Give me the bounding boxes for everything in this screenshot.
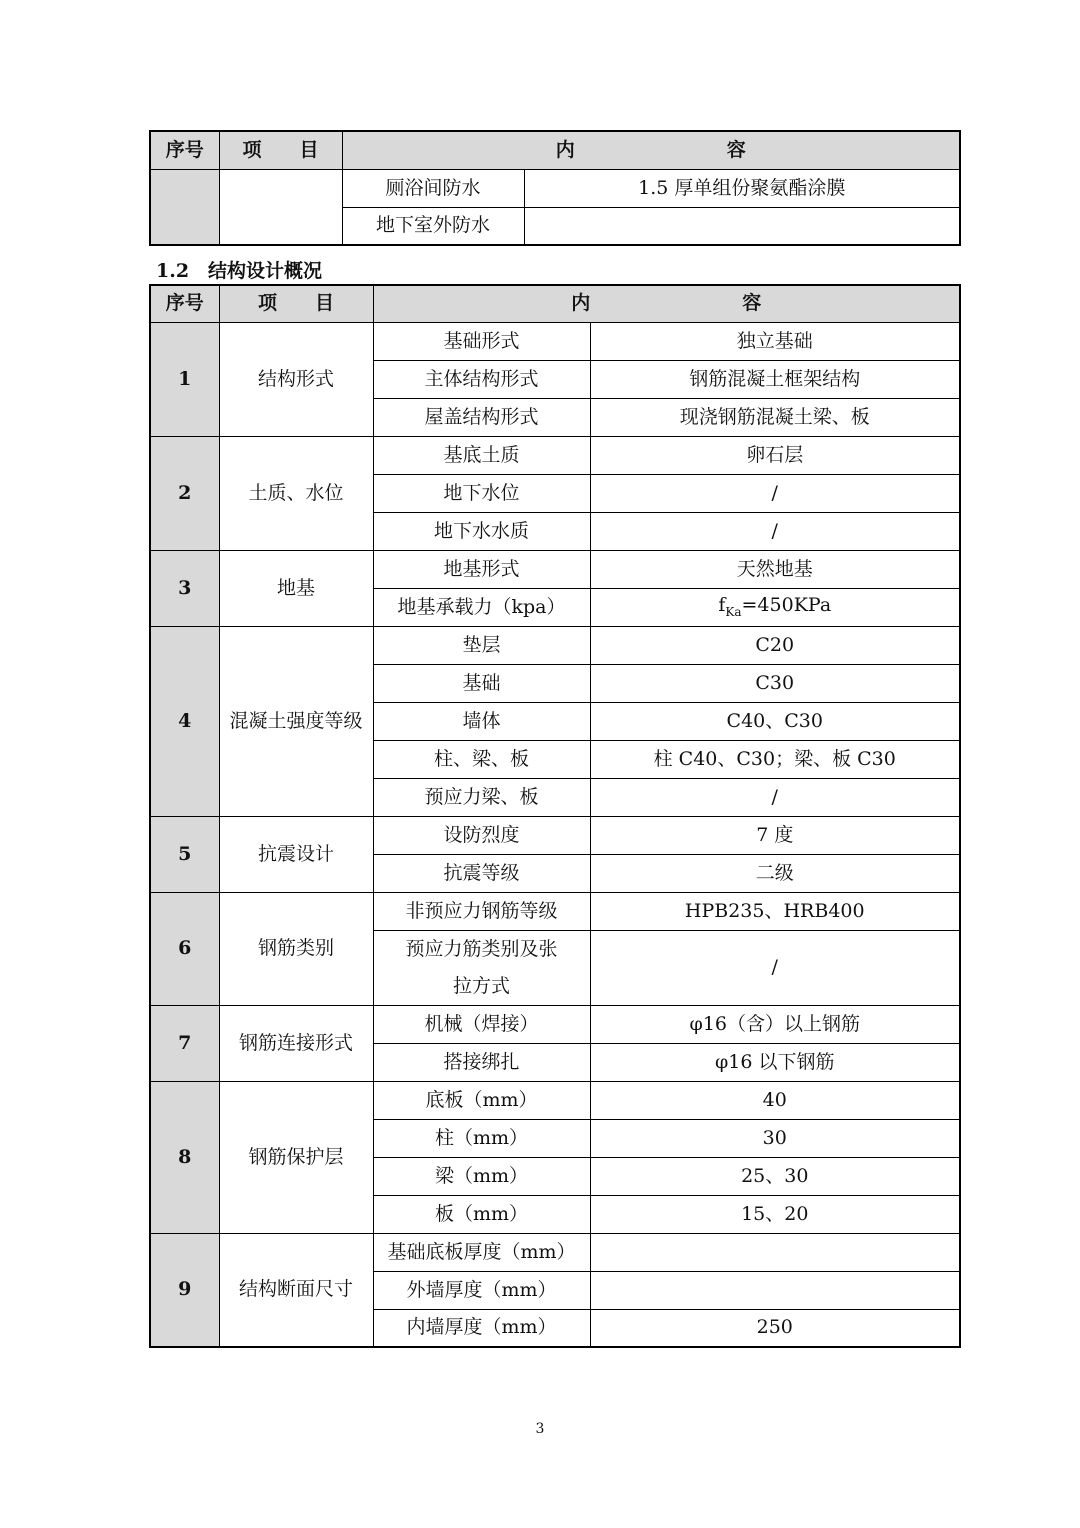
row-value: 250 <box>590 1309 960 1347</box>
row-label: 地下水水质 <box>373 512 590 550</box>
row-label: 梁（mm） <box>373 1157 590 1195</box>
header-item: 项 目 <box>219 285 373 322</box>
row-value: C20 <box>590 626 960 664</box>
row-value: / <box>590 930 960 1005</box>
row-value <box>590 1233 960 1271</box>
group-no: 1 <box>150 322 219 436</box>
row-label: 外墙厚度（mm） <box>373 1271 590 1309</box>
row-value: 二级 <box>590 854 960 892</box>
row-value: 天然地基 <box>590 550 960 588</box>
header-content: 内 容 <box>342 131 960 169</box>
row-label: 预应力筋类别及张拉方式 <box>373 930 590 1005</box>
row-label: 基础形式 <box>373 322 590 360</box>
row-value: φ16（含）以上钢筋 <box>590 1005 960 1043</box>
row-label: 基础 <box>373 664 590 702</box>
row-value: / <box>590 474 960 512</box>
row-value: / <box>590 512 960 550</box>
row-value: 钢筋混凝土框架结构 <box>590 360 960 398</box>
row-value <box>590 588 960 626</box>
row-value: 柱 C40、C30；梁、板 C30 <box>590 740 960 778</box>
row-label: 地下水位 <box>373 474 590 512</box>
group-item: 钢筋类别 <box>219 892 373 1005</box>
structure-design-table <box>149 284 961 1348</box>
row-label: 屋盖结构形式 <box>373 398 590 436</box>
row-label: 柱、梁、板 <box>373 740 590 778</box>
row-value: 30 <box>590 1119 960 1157</box>
no-cell <box>150 169 219 245</box>
row-label: 主体结构形式 <box>373 360 590 398</box>
group-item: 钢筋连接形式 <box>219 1005 373 1081</box>
row-value: 40 <box>590 1081 960 1119</box>
row-value: 7 度 <box>590 816 960 854</box>
row-value: 1.5 厚单组份聚氨酯涂膜 <box>524 169 960 207</box>
value-rest: =450KPa <box>741 594 832 617</box>
row-label: 柱（mm） <box>373 1119 590 1157</box>
row-value: 现浇钢筋混凝土梁、板 <box>590 398 960 436</box>
group-no: 2 <box>150 436 219 550</box>
group-no: 3 <box>150 550 219 626</box>
group-item: 结构断面尺寸 <box>219 1233 373 1347</box>
row-label: 搭接绑扎 <box>373 1043 590 1081</box>
value-main: f <box>718 594 726 617</box>
row-value: 25、30 <box>590 1157 960 1195</box>
group-item: 钢筋保护层 <box>219 1081 373 1233</box>
row-label: 内墙厚度（mm） <box>373 1309 590 1347</box>
group-no: 5 <box>150 816 219 892</box>
row-label: 抗震等级 <box>373 854 590 892</box>
row-label: 非预应力钢筋等级 <box>373 892 590 930</box>
row-label: 底板（mm） <box>373 1081 590 1119</box>
row-value: HPB235、HRB400 <box>590 892 960 930</box>
row-label: 垫层 <box>373 626 590 664</box>
table-continuation <box>149 130 961 246</box>
group-item: 土质、水位 <box>219 436 373 550</box>
group-no: 7 <box>150 1005 219 1081</box>
group-no: 8 <box>150 1081 219 1233</box>
row-label: 厕浴间防水 <box>342 169 524 207</box>
row-label: 预应力梁、板 <box>373 778 590 816</box>
group-item: 抗震设计 <box>219 816 373 892</box>
row-label: 基础底板厚度（mm） <box>373 1233 590 1271</box>
row-label: 机械（焊接） <box>373 1005 590 1043</box>
header-no: 序号 <box>150 285 219 322</box>
row-label: 墙体 <box>373 702 590 740</box>
group-no: 6 <box>150 892 219 1005</box>
group-item: 混凝土强度等级 <box>219 626 373 816</box>
row-label: 设防烈度 <box>373 816 590 854</box>
header-content: 内 容 <box>373 285 960 322</box>
row-label: 基底土质 <box>373 436 590 474</box>
header-no: 序号 <box>150 131 219 169</box>
row-label: 地下室外防水 <box>342 207 524 245</box>
row-label: 板（mm） <box>373 1195 590 1233</box>
item-cell <box>219 169 342 245</box>
row-value: 15、20 <box>590 1195 960 1233</box>
row-value: C30 <box>590 664 960 702</box>
row-value <box>590 1271 960 1309</box>
row-value: / <box>590 778 960 816</box>
row-value: C40、C30 <box>590 702 960 740</box>
group-no: 4 <box>150 626 219 816</box>
row-label: 地基形式 <box>373 550 590 588</box>
row-value: 独立基础 <box>590 322 960 360</box>
row-value: 卵石层 <box>590 436 960 474</box>
group-item: 结构形式 <box>219 322 373 436</box>
row-value: φ16 以下钢筋 <box>590 1043 960 1081</box>
section-heading: 1.2 结构设计概况 <box>156 260 323 282</box>
group-item: 地基 <box>219 550 373 626</box>
page-number: 3 <box>535 1421 545 1437</box>
header-item: 项 目 <box>219 131 342 169</box>
value-subscript: Ka <box>725 604 742 619</box>
row-label: 地基承载力（kpa） <box>373 588 590 626</box>
group-no: 9 <box>150 1233 219 1347</box>
row-value <box>524 207 960 245</box>
